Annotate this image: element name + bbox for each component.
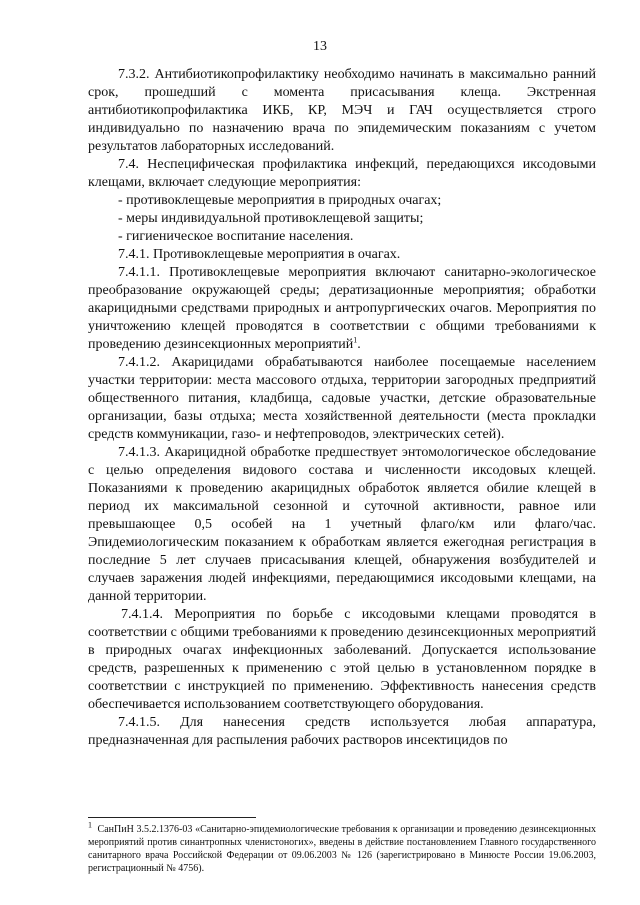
footnote-text: СанПиН 3.5.2.1376-03 «Санитарно-эпидемиологические требования к организации и проведению дезинсекционных мероприятий против синантропных членистоногих», введены в действие постановлением Главного государственного санитарного врача Российской Федерации от 09.06.2003 № 126 (зарегистрировано в Минюсте России 19.06.2003, регистрационный № 4756). xyxy=(88,824,596,874)
list-item: - противоклещевые мероприятия в природных очагах; xyxy=(118,193,442,208)
paragraph-7-4-1-4: 7.4.1.4. Мероприятия по борьбе с иксодовыми клещами проводятся в соответствии с общими требованиями к проведению дезинсекционных мероприятий в природных очагах инфекционных заболеваний. Допускается использование средств, разрешенных к применению с этой целью в установленном порядке в соответствии с инструкцией по применению. Эффективность нанесения средств обеспечивается использованием соответствующего оборудования. xyxy=(88,607,596,712)
page-number: 13 xyxy=(313,39,327,54)
paragraph-text: 7.4.1.1. Противоклещевые мероприятия включают санитарно-экологическое преобразование окружающей среды; дератизационные мероприятия; обработки акарицидными средствами природных и антропургических очагов. Мероприятия по уничтожению клещей проводятся в соответствии с общими требованиями к проведению дезинсекционных мероприятий xyxy=(88,265,596,352)
footnote xyxy=(88,820,596,875)
footnote-reference: 1 xyxy=(353,335,358,345)
paragraph-7-4-1-2: 7.4.1.2. Акарицидами обрабатываются наиболее посещаемые населением участки территории: места массового отдыха, территории загородных предприятий общественного питания, кладбища, садовые участки, детские образовательные организации, базы отдыха; места хозяйственной деятельности (места прокладки средств коммуникации, газо- и нефтепроводов, электрических сетей). xyxy=(88,355,596,442)
paragraph-7-4-1-5: 7.4.1.5. Для нанесения средств используется любая аппаратура, предназначенная для распыления рабочих растворов инсектицидов по xyxy=(88,715,596,748)
paragraph-7-3-2: 7.3.2. Антибиотикопрофилактику необходимо начинать в максимально ранний срок, прошедший с момента присасывания клеща. Экстренная антибиотикопрофилактика ИКБ, КР, МЭЧ и ГАЧ осуществляется строго индивидуально по назначению врача по эпидемическим показаниям с учетом результатов лабораторных исследований. xyxy=(88,67,596,154)
paragraph-7-4-1-3: 7.4.1.3. Акарицидной обработке предшествует энтомологическое обследование с целью определения видового состава и численности иксодовых клещей. Показаниями к проведению акарицидных обработок является обилие клещей в период их максимальной сезонной и суточной активности, равное или превышающее 0,5 особей на 1 учетный флаго/км или флаго/час. Эпидемиологическим показанием к обработкам является ежегодная регистрация в последние 5 лет случаев присасывания клещей, обнаружения возбудителей и случаев заражения людей инфекциями, передающимися иксодовыми клещами, на данной территории. xyxy=(88,445,596,604)
paragraph-7-4-1: 7.4.1. Противоклещевые мероприятия в очагах. xyxy=(118,247,401,262)
list-item: - меры индивидуальной противоклещевой защиты; xyxy=(118,211,424,226)
paragraph-7-4-1-1 xyxy=(88,264,596,354)
list-item: - гигиеническое воспитание населения. xyxy=(118,229,354,244)
footnote-mark: 1 xyxy=(88,820,92,830)
body-text xyxy=(88,66,596,750)
paragraph-end: . xyxy=(357,337,361,352)
paragraph-7-4: 7.4. Неспецифическая профилактика инфекций, передающихся иксодовыми клещами, включает следующие мероприятия: xyxy=(88,157,596,190)
footnote-divider xyxy=(88,817,256,818)
